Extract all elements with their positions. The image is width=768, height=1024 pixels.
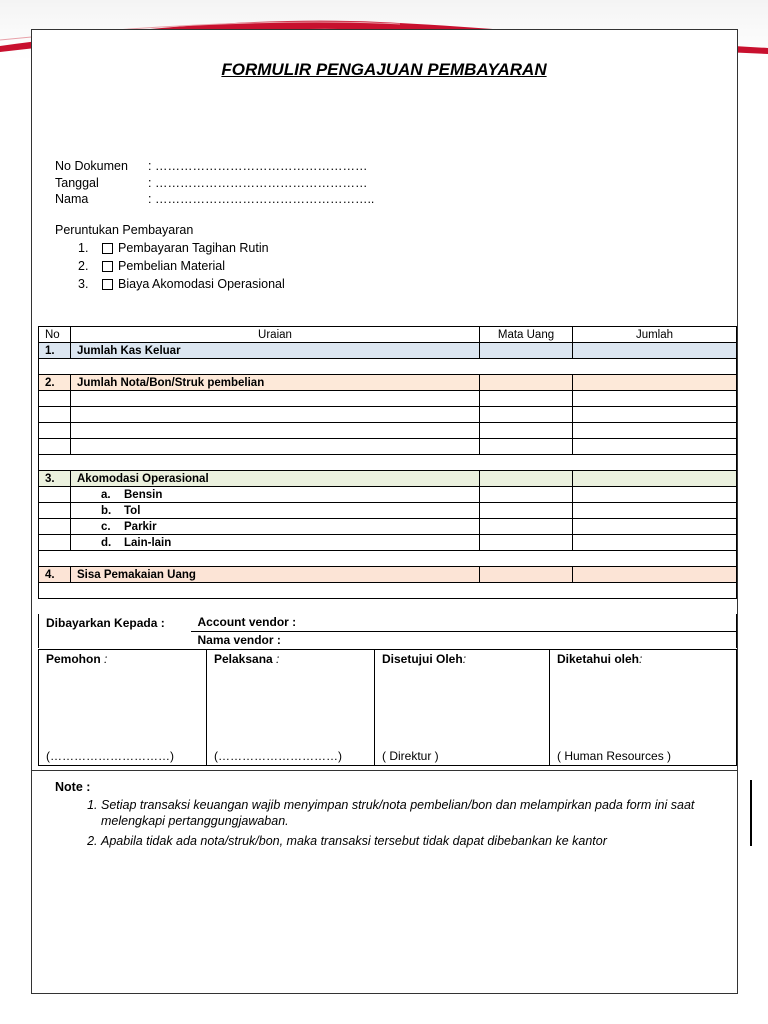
currency-cell[interactable]: [480, 503, 573, 519]
checkbox-icon[interactable]: [102, 261, 113, 272]
notes-list: [55, 797, 705, 849]
sub-row-parkir: [39, 519, 737, 535]
header-uraian: Uraian: [71, 327, 480, 343]
table-row: [39, 423, 737, 439]
checkbox-icon[interactable]: [102, 279, 113, 290]
info-row-nama: [55, 191, 374, 208]
currency-cell[interactable]: [480, 535, 573, 551]
amount-cell[interactable]: [573, 503, 737, 519]
signature-disetujui[interactable]: Disetujui Oleh: ( Direktur ): [375, 650, 550, 766]
currency-cell[interactable]: [480, 519, 573, 535]
sub-label: Bensin: [124, 488, 163, 501]
purpose-option-2: [55, 257, 285, 275]
account-vendor-field[interactable]: Account vendor :: [191, 614, 737, 631]
sub-label: Parkir: [124, 520, 157, 533]
table-header-row: [39, 327, 737, 343]
vendor-name-field[interactable]: Nama vendor :: [191, 631, 737, 648]
signature-name: ( Human Resources ): [557, 749, 672, 763]
amount-cell[interactable]: [573, 567, 737, 583]
option-number: 2.: [78, 259, 89, 273]
amount-cell[interactable]: [573, 535, 737, 551]
signature-title: Pelaksana: [214, 652, 273, 666]
row-label: Jumlah Nota/Bon/Struk pembelian: [71, 375, 480, 391]
section-row-kas-keluar: [39, 343, 737, 359]
purpose-option-3: [55, 275, 285, 293]
sub-letter: b.: [101, 504, 112, 517]
signature-pemohon[interactable]: Pemohon : (…………………………): [39, 650, 207, 766]
spacer-row: [39, 359, 737, 375]
section-row-akomodasi: [39, 471, 737, 487]
currency-cell[interactable]: [480, 343, 573, 359]
currency-cell[interactable]: [480, 567, 573, 583]
sub-row-bensin: [39, 487, 737, 503]
signature-title: Disetujui Oleh: [382, 652, 463, 666]
header-jumlah: Jumlah: [573, 327, 737, 343]
payment-table: [38, 326, 737, 599]
notes-section: [55, 780, 705, 853]
currency-cell[interactable]: [480, 375, 573, 391]
signature-diketahui[interactable]: Diketahui oleh: ( Human Resources ): [550, 650, 737, 766]
notes-heading: Note :: [55, 780, 91, 794]
paid-to-label: Dibayarkan Kepada :: [39, 614, 191, 631]
purpose-heading: Peruntukan Pembayaran: [55, 223, 194, 237]
sub-letter: d.: [101, 536, 112, 549]
info-value[interactable]: : ……………………………………………: [148, 175, 368, 190]
currency-cell[interactable]: [480, 487, 573, 503]
option-label: Pembayaran Tagihan Rutin: [118, 241, 269, 255]
payment-recipient: [38, 614, 737, 648]
checkbox-icon[interactable]: [102, 243, 113, 254]
sub-row-lain-lain: [39, 535, 737, 551]
section-row-nota: [39, 375, 737, 391]
header-no: No: [39, 327, 71, 343]
table-row: [39, 439, 737, 455]
info-value[interactable]: : ……………………………………………: [148, 159, 368, 173]
amount-cell[interactable]: [573, 519, 737, 535]
info-label: Tanggal: [55, 175, 99, 190]
option-number: 1.: [78, 241, 89, 255]
row-number: 4.: [39, 567, 71, 583]
amount-cell[interactable]: [573, 343, 737, 359]
option-label: Pembelian Material: [118, 259, 225, 273]
section-divider: [31, 770, 738, 771]
info-label: No Dokumen: [55, 159, 128, 173]
info-value[interactable]: : ……………………………………………..: [148, 192, 375, 206]
amount-cell[interactable]: [573, 471, 737, 487]
row-label: Jumlah Kas Keluar: [71, 343, 480, 359]
spacer-row: [39, 551, 737, 567]
signature-name: (…………………………): [214, 749, 342, 763]
spacer-row: [39, 583, 737, 599]
option-label: Biaya Akomodasi Operasional: [118, 277, 285, 291]
signature-pelaksana[interactable]: Pelaksana : (…………………………): [207, 650, 375, 766]
sub-label: Lain-lain: [124, 536, 172, 549]
note-item: 2. Apabila tidak ada nota/struk/bon, maka transaksi tersebut tidak dapat dibebankan ke kantor: [101, 833, 705, 849]
purpose-option-1: [55, 239, 285, 257]
sub-letter: c.: [101, 520, 111, 533]
signature-name: ( Direktur ): [382, 749, 439, 763]
signature-table: [38, 649, 737, 766]
amount-cell[interactable]: [573, 375, 737, 391]
form-title: FORMULIR PENGAJUAN PEMBAYARAN: [221, 60, 547, 79]
option-number: 3.: [78, 277, 89, 291]
spacer-row: [39, 455, 737, 471]
info-row-no-dokumen: [55, 158, 374, 175]
amount-cell[interactable]: [573, 487, 737, 503]
currency-cell[interactable]: [480, 471, 573, 487]
signature-title: Pemohon: [46, 652, 101, 666]
table-row: [39, 407, 737, 423]
section-row-sisa: [39, 567, 737, 583]
table-row: [39, 391, 737, 407]
row-label: Akomodasi Operasional: [71, 471, 480, 487]
sub-row-tol: [39, 503, 737, 519]
row-label: Sisa Pemakaian Uang: [71, 567, 480, 583]
row-number: 2.: [39, 375, 71, 391]
document-info: [55, 158, 374, 208]
sub-label: Tol: [124, 504, 141, 517]
header-mata-uang: Mata Uang: [480, 327, 573, 343]
note-item: 1. Setiap transaksi keuangan wajib menyimpan struk/nota pembelian/bon dan melampirkan pada form ini saat melengkapi pertanggungjawaban.: [101, 797, 705, 829]
margin-mark: [750, 780, 752, 846]
info-row-tanggal: [55, 175, 374, 192]
row-number: 1.: [39, 343, 71, 359]
signature-name: (…………………………): [46, 749, 174, 763]
row-number: 3.: [39, 471, 71, 487]
signature-title: Diketahui oleh: [557, 652, 640, 666]
purpose-section: [55, 223, 285, 293]
sub-letter: a.: [101, 488, 111, 501]
info-label: Nama: [55, 192, 89, 206]
